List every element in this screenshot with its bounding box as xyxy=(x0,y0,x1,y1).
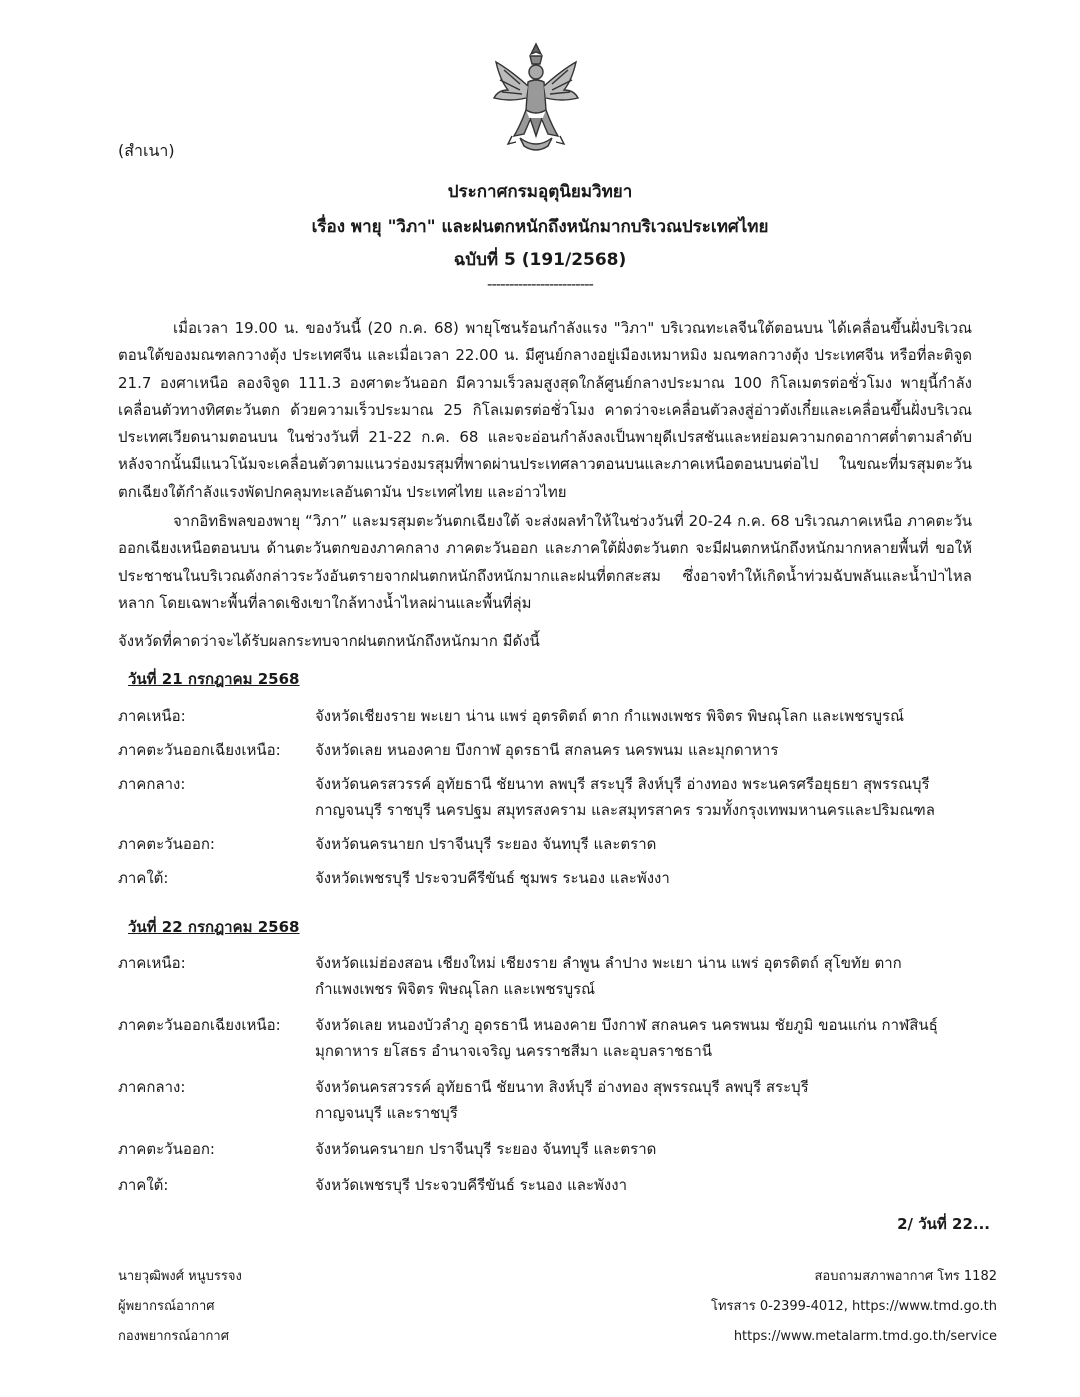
province-list-day-21 xyxy=(118,703,988,891)
region-label: ภาคตะวันออก: xyxy=(118,1140,215,1158)
region-label: ภาคตะวันออกเฉียงเหนือ: xyxy=(118,741,281,759)
region-row xyxy=(118,1172,988,1198)
region-row xyxy=(118,1136,988,1162)
contact-block xyxy=(711,1262,997,1352)
region-row xyxy=(118,831,988,857)
province-list: จังหวัดเชียงราย พะเยา น่าน แพร่ อุตรดิตถ์ ตาก กำแพงเพชร พิจิตร พิษณุโลก และเพชรบูรณ์ xyxy=(315,707,905,725)
signer-position: ผู้พยากรณ์อากาศ xyxy=(118,1299,215,1314)
region-row xyxy=(118,1074,988,1126)
province-list: จังหวัดแม่ฮ่องสอน เชียงใหม่ เชียงราย ลำพูน ลำปาง พะเยา น่าน แพร่ อุตรดิตถ์ สุโขทัย ตาก กำแพงเพชร พิจิตร พิษณุโลก และเพชรบูรณ์ xyxy=(315,954,902,998)
province-list: จังหวัดเพชรบุรี ประจวบคีรีขันธ์ ชุมพร ระนอง และพังงา xyxy=(315,869,670,887)
contact-service-url: https://www.metalarm.tmd.go.th/service xyxy=(733,1329,997,1344)
announcement-issue: ฉบับที่ 5 (191/2568) xyxy=(453,250,627,270)
next-page-marker: 2/ วันที่ 22... xyxy=(897,1215,990,1233)
signer-division: กองพยากรณ์อากาศ xyxy=(118,1329,229,1344)
province-list: จังหวัดนครสวรรค์ อุทัยธานี ชัยนาท สิงห์บุรี อ่างทอง สุพรรณบุรี ลพบุรี สระบุรี กาญจนบุรี และราชบุรี xyxy=(315,1078,809,1122)
paragraph-impact: จากอิทธิพลของพายุ “วิภา” และมรสุมตะวันตกเฉียงใต้ จะส่งผลทำให้ในช่วงวันที่ 20-24 ก.ค. 68 บริเวณภาคเหนือ ภาคตะวันออกเฉียงเหนือตอนบน ด้านตะวันตกของภาคกลาง ภาคตะวันออก และภาคใต้ฝั่งตะวันตก จะมีฝนตกหนักถึงหนักมากหลายพื้นที่ ขอให้ประชาชนในบริเวณดังกล่าวระวังอันตรายจากฝนตกหนักถึงหนักมากและฝนที่ตกสะสม ซึ่งอาจทำให้เกิดน้ำท่วมฉับพลันและน้ำป่าไหลหลาก โดยเฉพาะพื้นที่ลาดเชิงเขาใกล้ทางน้ำไหลผ่านและพื้นที่ลุ่ม xyxy=(118,512,972,612)
region-row xyxy=(118,1012,988,1064)
province-list: จังหวัดนครนายก ปราจีนบุรี ระยอง จันทบุรี และตราด xyxy=(315,1140,657,1158)
contact-phone: สอบถามสภาพอากาศ โทร 1182 xyxy=(814,1269,997,1284)
province-list: จังหวัดเพชรบุรี ประจวบคีรีขันธ์ ระนอง และพังงา xyxy=(315,1176,627,1194)
region-label: ภาคเหนือ: xyxy=(118,707,186,725)
province-list: จังหวัดนครนายก ปราจีนบุรี ระยอง จันทบุรี และตราด xyxy=(315,835,657,853)
region-label: ภาคเหนือ: xyxy=(118,954,186,972)
garuda-emblem-icon xyxy=(490,40,582,158)
paragraph-storm-status: เมื่อเวลา 19.00 น. ของวันนี้ (20 ก.ค. 68) พายุโซนร้อนกำลังแรง "วิภา" บริเวณทะเลจีนใต้ตอนบน ได้เคลื่อนขึ้นฝั่งบริเวณตอนใต้ของมณฑลกวางตุ้ง ประเทศจีน และเมื่อเวลา 22.00 น. มีศูนย์กลางอยู่เมืองเหมาหมิง มณฑลกวางตุ้ง ประเทศจีน หรือที่ละติจูด 21.7 องศาเหนือ ลองจิจูด 111.3 องศาตะวันออก มีความเร็วลมสูงสุดใกล้ศูนย์กลางประมาณ 100 กิโลเมตรต่อชั่วโมง พายุนี้กำลังเคลื่อนตัวทางทิศตะวันตก ด้วยความเร็วประมาณ 25 กิโลเมตรต่อชั่วโมง คาดว่าจะเคลื่อนตัวลงสู่อ่าวตังเกี๋ยและเคลื่อนขึ้นฝั่งบริเวณประเทศเวียดนามตอนบน ในช่วงวันที่ 21-22 ก.ค. 68 และจะอ่อนกำลังลงเป็นพายุดีเปรสชันและหย่อมความกดอากาศต่ำตามลำดับ หลังจากนั้นมีแนวโน้มจะเคลื่อนตัวตามแนวร่องมรสุมที่พาดผ่านประเทศลาวตอนบนและภาคเหนือตอนบนต่อไป ในขณะที่มรสุมตะวันตกเฉียงใต้กำลังแรงพัดปกคลุมทะเลอันดามัน ประเทศไทย และอ่าวไทย xyxy=(118,319,972,501)
province-list: จังหวัดเลย หนองบัวลำภู อุดรธานี หนองคาย บึงกาฬ สกลนคร นครพนม ชัยภูมิ ขอนแก่น กาฬสินธุ์ มุกดาหาร ยโสธร อำนาจเจริญ นครราชสีมา และอุบลราชธานี xyxy=(315,1016,938,1060)
region-row xyxy=(118,865,988,891)
region-label: ภาคใต้: xyxy=(118,1176,169,1194)
day-heading-21: วันที่ 21 กรกฎาคม 2568 xyxy=(128,670,300,688)
region-label: ภาคตะวันออก: xyxy=(118,835,215,853)
signer-block xyxy=(118,1262,242,1352)
copy-label: (สำเนา) xyxy=(118,141,175,160)
signer-name: นายวุฒิพงศ์ หนูบรรจง xyxy=(118,1269,242,1284)
region-label: ภาคกลาง: xyxy=(118,775,186,793)
province-list: จังหวัดเลย หนองคาย บึงกาฬ อุดรธานี สกลนคร นครพนม และมุกดาหาร xyxy=(315,741,779,759)
province-list-day-22 xyxy=(118,950,988,1198)
paragraph-provinces-intro: จังหวัดที่คาดว่าจะได้รับผลกระทบจากฝนตกหนักถึงหนักมาก มีดังนี้ xyxy=(118,632,540,650)
day-heading-22: วันที่ 22 กรกฎาคม 2568 xyxy=(128,918,300,936)
title-separator: ------------------------ xyxy=(487,275,593,293)
region-label: ภาคใต้: xyxy=(118,869,169,887)
announcement-title: ประกาศกรมอุตุนิยมวิทยา xyxy=(447,182,633,202)
region-label: ภาคกลาง: xyxy=(118,1078,186,1096)
announcement-subject: เรื่อง พายุ "วิภา" และฝนตกหนักถึงหนักมากบริเวณประเทศไทย xyxy=(311,217,769,237)
region-row xyxy=(118,950,988,1002)
region-row xyxy=(118,771,988,823)
region-row xyxy=(118,737,988,763)
contact-fax-web: โทรสาร 0-2399-4012, https://www.tmd.go.th xyxy=(711,1299,997,1314)
province-list: จังหวัดนครสวรรค์ อุทัยธานี ชัยนาท ลพบุรี สระบุรี สิงห์บุรี อ่างทอง พระนครศรีอยุธยา สุพรรณบุรี กาญจนบุรี ราชบุรี นครปฐม สมุทรสงคราม และสมุทรสาคร รวมทั้งกรุงเทพมหานครและปริมณฑล xyxy=(315,775,935,819)
region-row xyxy=(118,703,988,729)
region-label: ภาคตะวันออกเฉียงเหนือ: xyxy=(118,1016,281,1034)
